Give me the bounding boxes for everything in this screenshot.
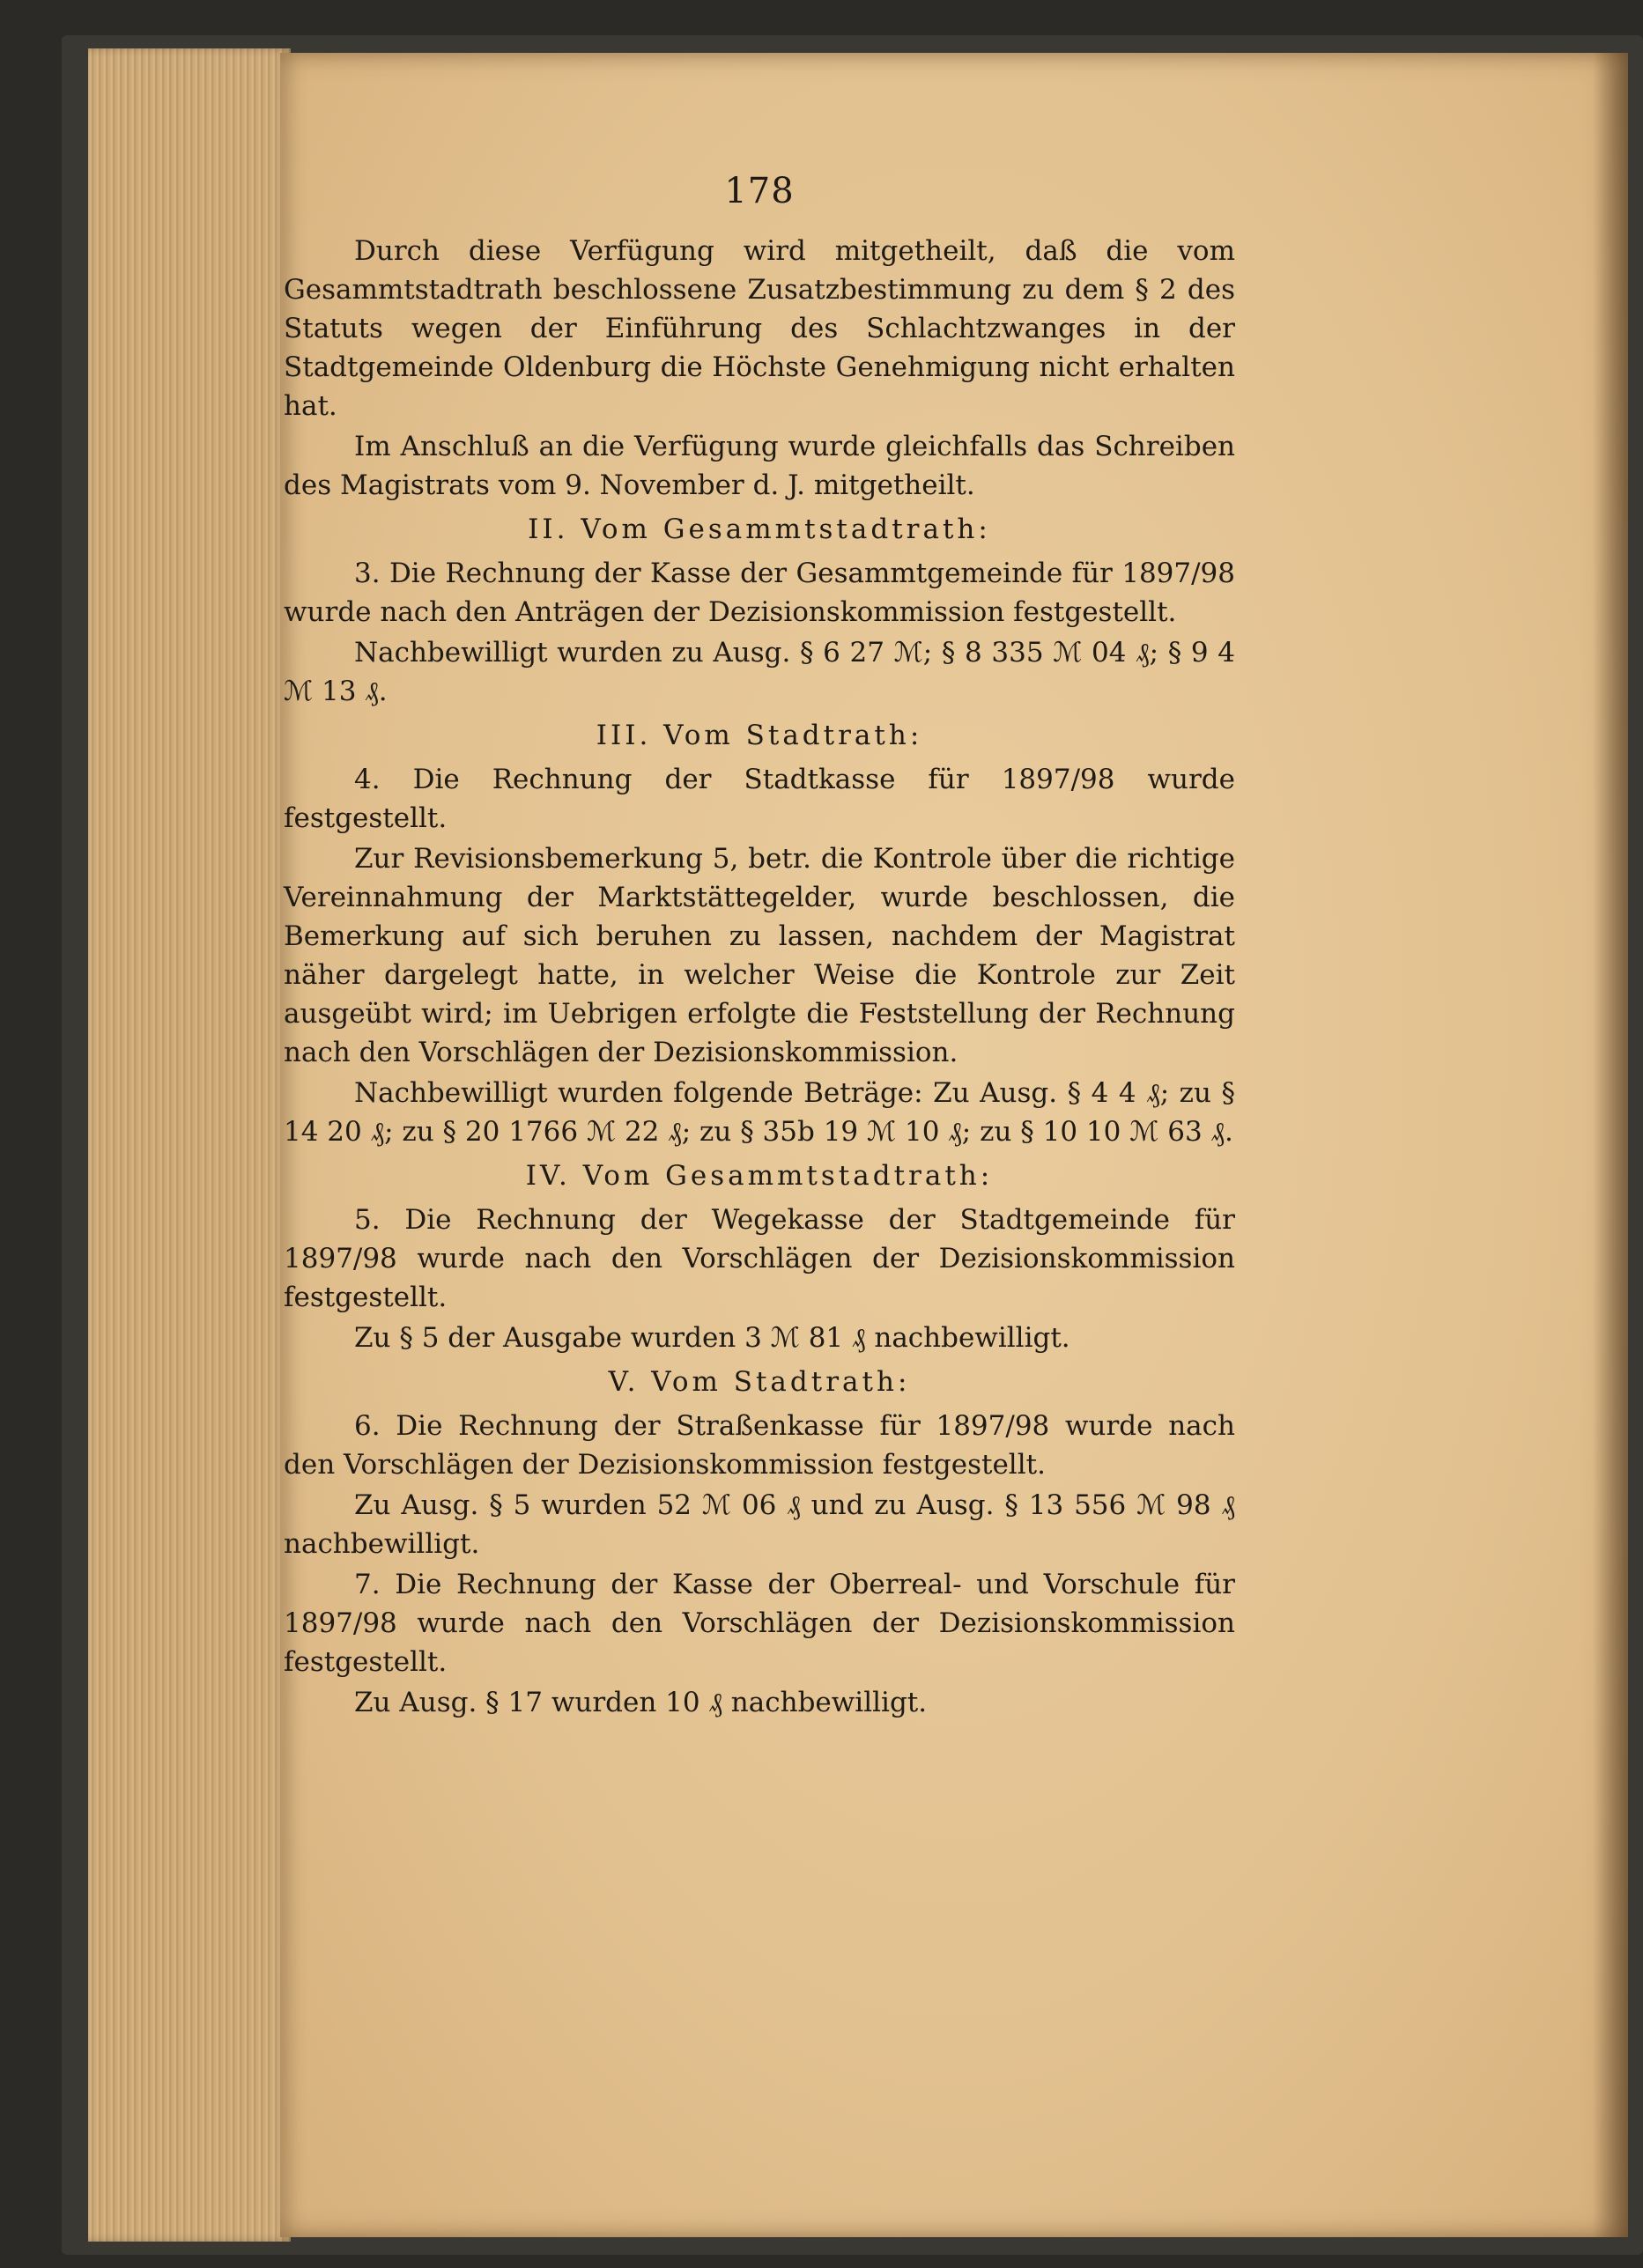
paragraph-1: Durch diese Verfügung wird mitgetheilt, daß die vom Gesammtstadtrath beschlossene Zusatzbestimmung zu dem § 2 des Statuts wegen der Einführung des Schlachtzwanges in der Stadtgemeinde Oldenburg die Höchste Genehmigung nicht erhalten hat. (284, 235, 1235, 422)
paragraph-11: Zu Ausg. § 5 wurden 52 ℳ 06 ₰ und zu Ausg. § 13 556 ℳ 98 ₰ nachbewilligt. (284, 1489, 1235, 1560)
section-heading-3: III. Vom Stadtrath: (596, 720, 923, 751)
paragraph-4: Nachbewilligt wurden zu Ausg. § 6 27 ℳ; § 8 335 ℳ 04 ₰; § 9 4 ℳ 13 ₰. (284, 637, 1235, 707)
paragraph-13: Zu Ausg. § 17 wurden 10 ₰ nachbewilligt. (354, 1687, 928, 1718)
paragraph-3: 3. Die Rechnung der Kasse der Gesammtgemeinde für 1897/98 wurde nach den Anträgen der Dezisionskommission festgestellt. (284, 558, 1235, 628)
page-number: 178 (724, 171, 795, 211)
gutter-shadow (1593, 53, 1628, 2237)
paragraph-5: 4. Die Rechnung der Stadtkasse für 1897/98 wurde festgestellt. (284, 764, 1235, 834)
paragraph-7: Nachbewilligt wurden folgende Beträge: Zu Ausg. § 4 4 ₰; zu § 14 20 ₰; zu § 20 1766 ℳ 22 ₰; zu § 35b 19 ℳ 10 ₰; zu § 10 10 ℳ 63 ₰. (284, 1077, 1235, 1148)
section-heading-2: II. Vom Gesammtstadtrath: (528, 513, 991, 545)
paragraph-2: Im Anschluß an die Verfügung wurde gleichfalls das Schreiben des Magistrats vom 9. November d. J. mitgetheilt. (284, 431, 1235, 501)
page-text (284, 172, 1235, 1724)
paragraph-8: 5. Die Rechnung der Wegekasse der Stadtgemeinde für 1897/98 wurde nach den Vorschlägen der Dezisionskommission festgestellt. (284, 1204, 1235, 1313)
section-heading-4: IV. Vom Gesammtstadtrath: (525, 1160, 994, 1192)
paragraph-12: 7. Die Rechnung der Kasse der Oberreal- und Vorschule für 1897/98 wurde nach den Vorschlägen der Dezisionskommission festgestellt. (284, 1569, 1235, 1678)
page-edges (88, 48, 291, 2242)
paragraph-10: 6. Die Rechnung der Straßenkasse für 1897/98 wurde nach den Vorschlägen der Dezisionskommission festgestellt. (284, 1410, 1235, 1481)
paragraph-9: Zu § 5 der Ausgabe wurden 3 ℳ 81 ₰ nachbewilligt. (354, 1322, 1070, 1354)
paragraph-6: Zur Revisionsbemerkung 5, betr. die Kontrole über die richtige Vereinnahmung der Marktstättegelder, wurde beschlossen, die Bemerkung auf sich beruhen zu lassen, nachdem der Magistrat näher dargelegt hatte, in welcher Weise die Kontrole zur Zeit ausgeübt wird; im Uebrigen erfolgte die Feststellung der Rechnung nach den Vorschlägen der Dezisionskommission. (284, 843, 1235, 1068)
section-heading-5: V. Vom Stadtrath: (608, 1366, 911, 1398)
